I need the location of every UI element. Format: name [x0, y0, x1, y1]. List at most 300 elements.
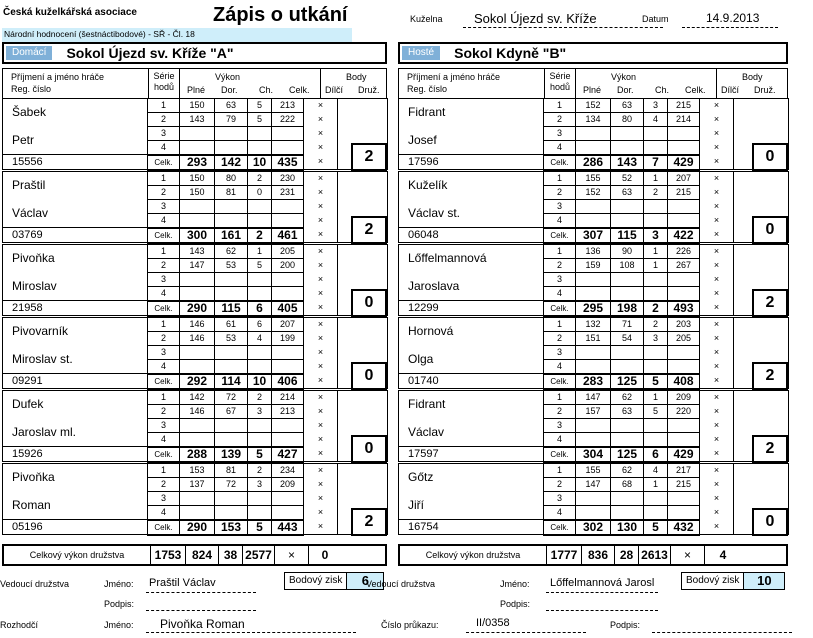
- home-series-cell: 2: [148, 332, 180, 346]
- home-dilci-x: ×: [304, 186, 338, 200]
- away-col-serie1: Série: [549, 71, 571, 81]
- away-dilci-x: ×: [700, 374, 734, 389]
- home-series-cell: 6: [248, 318, 272, 332]
- home-dilci-x: ×: [304, 464, 338, 478]
- home-player-surname: Dufek: [12, 397, 44, 412]
- home-col-dor: Dor.: [221, 85, 238, 95]
- org-name: Česká kuželkářská asociace: [3, 7, 137, 18]
- away-player-reg: 17596: [399, 155, 544, 170]
- away-series-cell: 5: [644, 405, 668, 419]
- away-bodovy-value: 10: [744, 573, 784, 589]
- home-dilci-x: ×: [304, 332, 338, 346]
- home-serie-num: 4: [148, 506, 180, 520]
- away-series-cell: 52: [611, 172, 644, 186]
- away-total-cell: 429: [668, 155, 700, 170]
- home-total-celk: 2577: [242, 546, 274, 564]
- away-dilci-x: ×: [700, 478, 734, 492]
- away-series-cell: 62: [611, 391, 644, 405]
- away-series-cell: 152: [576, 99, 611, 113]
- home-dilci-x: ×: [304, 200, 338, 214]
- away-dilci-x: ×: [700, 186, 734, 200]
- datum-label: Datum: [642, 14, 669, 24]
- home-series-cell: 222: [272, 113, 304, 127]
- away-dilci-x: ×: [700, 332, 734, 346]
- home-col-name: Příjmení a jméno hráče: [11, 72, 105, 82]
- home-dilci-x: ×: [304, 113, 338, 127]
- away-dilci-x: ×: [700, 447, 734, 462]
- away-series-cell: 147: [576, 478, 611, 492]
- away-druzstvo-points: 2: [752, 289, 788, 317]
- home-total-cell: 292: [180, 374, 215, 389]
- away-dilci-x: ×: [700, 391, 734, 405]
- away-series-cell: 2: [544, 478, 576, 492]
- away-series-cell: 54: [611, 332, 644, 346]
- home-player-reg: 03769: [3, 228, 148, 243]
- home-series-cell: 81: [215, 186, 248, 200]
- away-total-dor: 836: [581, 546, 614, 564]
- home-serie-num: 3: [148, 200, 180, 214]
- home-celk-label: Celk.: [148, 228, 180, 243]
- away-celk-label: Celk.: [544, 520, 576, 535]
- home-total-cell: 10: [248, 374, 272, 389]
- home-dilci-x: ×: [304, 301, 338, 316]
- home-player-surname: Praštil: [12, 178, 46, 193]
- away-series-cell: 1: [544, 318, 576, 332]
- away-celk-label: Celk.: [544, 374, 576, 389]
- away-total-cell: 408: [668, 374, 700, 389]
- away-dilci-x: ×: [700, 155, 734, 170]
- away-series-cell: 63: [611, 186, 644, 200]
- away-series-cell: 4: [644, 464, 668, 478]
- home-player-surname: Pivoňka: [12, 470, 55, 485]
- home-dilci-x: ×: [304, 478, 338, 492]
- away-col-serie2: hodů: [549, 82, 571, 92]
- home-total-cell: 5: [248, 520, 272, 535]
- away-series-cell: 1: [544, 391, 576, 405]
- home-total-cell: 5: [248, 447, 272, 462]
- away-series-cell: 4: [644, 113, 668, 127]
- away-vedouci-name: Lőffelmannová Jarosl: [550, 577, 655, 589]
- home-total-cell: 2: [248, 228, 272, 243]
- away-series-cell: 2: [544, 113, 576, 127]
- away-series-cell: 134: [576, 113, 611, 127]
- home-series-cell: 1: [248, 245, 272, 259]
- away-dilci-x: ×: [700, 360, 734, 374]
- away-player-firstname: Jiří: [408, 497, 424, 512]
- home-bodovy-label: Bodový zisk: [285, 573, 347, 589]
- away-player-reg: 17597: [399, 447, 544, 462]
- home-series-cell: 234: [272, 464, 304, 478]
- away-total-label: Celkový výkon družstva: [425, 550, 521, 560]
- home-dilci-x: ×: [304, 318, 338, 332]
- home-total-cell: 288: [180, 447, 215, 462]
- home-series-cell: 209: [272, 478, 304, 492]
- away-player-firstname: Václav st.: [408, 205, 461, 220]
- home-series-cell: 2: [148, 259, 180, 273]
- away-serie-num: 3: [544, 127, 576, 141]
- home-col-body-box: [320, 69, 387, 99]
- home-dilci-x: ×: [304, 287, 338, 301]
- away-series-cell: 1: [544, 245, 576, 259]
- away-label: Hosté: [402, 46, 440, 60]
- away-series-cell: 226: [668, 245, 700, 259]
- away-player-block: [398, 390, 789, 463]
- home-player-firstname: Miroslav st.: [12, 351, 73, 366]
- away-vedouci-label: Vedoucí družstva: [366, 579, 436, 589]
- away-dilci-x: ×: [700, 318, 734, 332]
- home-celk-label: Celk.: [148, 155, 180, 170]
- away-player-firstname: Olga: [408, 351, 434, 366]
- home-series-cell: 4: [248, 332, 272, 346]
- home-series-cell: 1: [148, 245, 180, 259]
- home-druzstvo-points: 0: [351, 362, 387, 390]
- home-dilci-x: ×: [304, 506, 338, 520]
- away-col-reg: Reg. číslo: [407, 84, 448, 94]
- away-dilci-x: ×: [700, 99, 734, 113]
- home-celk-label: Celk.: [148, 301, 180, 316]
- away-series-cell: 62: [611, 464, 644, 478]
- home-series-cell: 147: [180, 259, 215, 273]
- away-col-serie: [544, 69, 576, 99]
- home-vedouci-label: Vedoucí družstva: [0, 579, 70, 589]
- away-dilci-x: ×: [700, 346, 734, 360]
- away-player-block: [398, 98, 789, 171]
- away-series-cell: 267: [668, 259, 700, 273]
- home-dilci-x: ×: [304, 141, 338, 155]
- home-series-cell: 5: [248, 113, 272, 127]
- home-serie-num: 3: [148, 273, 180, 287]
- home-celk-label: Celk.: [148, 447, 180, 462]
- away-series-cell: 1: [544, 99, 576, 113]
- home-player-block: [2, 390, 388, 463]
- home-series-cell: 1: [148, 99, 180, 113]
- home-total-ch: 38: [218, 546, 242, 564]
- home-series-cell: 214: [272, 391, 304, 405]
- rozhodci-jmeno-label: Jméno:: [104, 620, 134, 630]
- home-series-cell: 150: [180, 186, 215, 200]
- home-total-cell: 161: [215, 228, 248, 243]
- home-series-cell: 1: [148, 391, 180, 405]
- away-series-cell: 1: [544, 172, 576, 186]
- home-dilci-x: ×: [304, 259, 338, 273]
- away-total-cell: 3: [644, 228, 668, 243]
- home-series-cell: 150: [180, 172, 215, 186]
- away-series-cell: 1: [644, 478, 668, 492]
- home-player-reg: 09291: [3, 374, 148, 389]
- home-celk-label: Celk.: [148, 374, 180, 389]
- away-dilci-x: ×: [700, 113, 734, 127]
- home-dilci-x: ×: [304, 155, 338, 170]
- away-player-reg: 06048: [399, 228, 544, 243]
- home-series-cell: 80: [215, 172, 248, 186]
- away-series-cell: 1: [644, 245, 668, 259]
- away-series-cell: 108: [611, 259, 644, 273]
- home-series-cell: 146: [180, 332, 215, 346]
- away-serie-num: 3: [544, 492, 576, 506]
- away-total-cell: 130: [611, 520, 644, 535]
- home-total-label: Celkový výkon družstva: [29, 550, 125, 560]
- away-player-surname: Lőffelmannová: [408, 251, 487, 266]
- away-series-cell: 214: [668, 113, 700, 127]
- home-column-header: [2, 68, 387, 98]
- home-player-reg: 05196: [3, 520, 148, 535]
- away-series-cell: 71: [611, 318, 644, 332]
- away-series-cell: 136: [576, 245, 611, 259]
- away-series-cell: 157: [576, 405, 611, 419]
- home-col-reg: Reg. číslo: [11, 84, 52, 94]
- home-team-name: Sokol Újezd sv. Kříže "A": [66, 45, 234, 61]
- away-series-cell: 207: [668, 172, 700, 186]
- away-series-cell: 215: [668, 186, 700, 200]
- home-total-cell: 153: [215, 520, 248, 535]
- away-total-cell: 115: [611, 228, 644, 243]
- home-total-cell: 461: [272, 228, 304, 243]
- home-total-cell: 427: [272, 447, 304, 462]
- prukaz-value: II/0358: [476, 617, 510, 629]
- away-druzstvo-points: 0: [752, 143, 788, 171]
- away-col-ch: Ch.: [655, 85, 670, 95]
- away-total-cell: 432: [668, 520, 700, 535]
- home-druzstvo-points: 2: [351, 508, 387, 536]
- away-total-cell: 283: [576, 374, 611, 389]
- home-total-cell: 290: [180, 520, 215, 535]
- home-total-cell: 443: [272, 520, 304, 535]
- home-label: Domácí: [6, 46, 52, 60]
- home-col-body: Body: [346, 72, 367, 82]
- away-dilci-x: ×: [700, 405, 734, 419]
- home-dilci-x: ×: [304, 447, 338, 462]
- away-dilci-x: ×: [700, 419, 734, 433]
- home-total-cell: 293: [180, 155, 215, 170]
- home-total-cell: 139: [215, 447, 248, 462]
- home-player-block: [2, 317, 388, 390]
- home-series-cell: 150: [180, 99, 215, 113]
- away-player-surname: Kuželík: [408, 178, 448, 193]
- home-total-cell: 406: [272, 374, 304, 389]
- away-dilci-x: ×: [700, 464, 734, 478]
- away-total-cell: 2: [644, 301, 668, 316]
- away-team-name: Sokol Kdyně "B": [454, 45, 567, 61]
- home-series-cell: 205: [272, 245, 304, 259]
- away-series-cell: 155: [576, 464, 611, 478]
- home-celk-label: Celk.: [148, 520, 180, 535]
- home-player-firstname: Jaroslav ml.: [12, 424, 77, 439]
- home-player-block: [2, 171, 388, 244]
- home-col-ch: Ch.: [259, 85, 274, 95]
- away-dilci-x: ×: [700, 127, 734, 141]
- away-series-cell: 209: [668, 391, 700, 405]
- away-series-cell: 2: [644, 186, 668, 200]
- away-player-reg: 01740: [399, 374, 544, 389]
- away-serie-num: 4: [544, 360, 576, 374]
- away-bodovy-zisk: [681, 572, 785, 590]
- home-dilci-x: ×: [304, 520, 338, 535]
- home-total-cell: 290: [180, 301, 215, 316]
- away-serie-num: 3: [544, 419, 576, 433]
- home-dilci-x: ×: [304, 360, 338, 374]
- away-team-bar: [398, 42, 788, 64]
- away-celk-label: Celk.: [544, 155, 576, 170]
- away-series-cell: 147: [576, 391, 611, 405]
- home-series-cell: 3: [248, 405, 272, 419]
- away-series-cell: 220: [668, 405, 700, 419]
- page-title: Zápis o utkání: [213, 4, 348, 26]
- rozhodci-name: Pivoňka Roman: [160, 617, 245, 631]
- home-vedouci-name: Praštil Václav: [149, 577, 216, 589]
- home-series-cell: 142: [180, 391, 215, 405]
- home-series-cell: 146: [180, 318, 215, 332]
- away-druzstvo-points: 0: [752, 508, 788, 536]
- away-total-cell: 493: [668, 301, 700, 316]
- away-total-plne: 1777: [546, 546, 581, 564]
- home-total-x: ×: [274, 546, 308, 564]
- home-total-dor: 824: [185, 546, 218, 564]
- home-druzstvo-points: 0: [351, 289, 387, 317]
- away-series-cell: 203: [668, 318, 700, 332]
- away-dilci-x: ×: [700, 259, 734, 273]
- away-player-surname: Fidrant: [408, 397, 446, 412]
- home-total-cell: 142: [215, 155, 248, 170]
- home-col-serie: [148, 69, 180, 99]
- prukaz-label: Číslo průkazu:: [381, 620, 439, 630]
- away-dilci-x: ×: [700, 492, 734, 506]
- away-col-body: Body: [742, 72, 763, 82]
- home-team-bar: [2, 42, 387, 64]
- away-total-cell: 143: [611, 155, 644, 170]
- home-druzstvo-points: 2: [351, 143, 387, 171]
- away-total-druz: 4: [704, 546, 741, 564]
- away-series-cell: 132: [576, 318, 611, 332]
- home-dilci-x: ×: [304, 172, 338, 186]
- away-col-body-box: [716, 69, 788, 99]
- home-series-cell: 207: [272, 318, 304, 332]
- home-series-cell: 53: [215, 332, 248, 346]
- home-series-cell: 2: [248, 391, 272, 405]
- home-player-reg: 15556: [3, 155, 148, 170]
- away-dilci-x: ×: [700, 301, 734, 316]
- home-series-cell: 230: [272, 172, 304, 186]
- away-druzstvo-points: 0: [752, 216, 788, 244]
- home-series-cell: 1: [148, 318, 180, 332]
- away-total-cell: 5: [644, 520, 668, 535]
- home-col-vykon: Výkon: [215, 72, 241, 82]
- kuzelna-label: Kuželna: [410, 14, 443, 24]
- home-series-cell: 143: [180, 113, 215, 127]
- away-jmeno-label: Jméno:: [500, 579, 530, 589]
- away-total-cell: 7: [644, 155, 668, 170]
- home-dilci-x: ×: [304, 391, 338, 405]
- home-total-cell: 435: [272, 155, 304, 170]
- home-series-cell: 143: [180, 245, 215, 259]
- home-dilci-x: ×: [304, 492, 338, 506]
- home-player-firstname: Roman: [12, 497, 51, 512]
- away-podpis-label: Podpis:: [500, 599, 531, 609]
- away-player-surname: Gőtz: [408, 470, 434, 485]
- home-podpis-label: Podpis:: [104, 599, 135, 609]
- away-druzstvo-points: 2: [752, 362, 788, 390]
- away-series-cell: 155: [576, 172, 611, 186]
- home-series-cell: 200: [272, 259, 304, 273]
- away-dilci-x: ×: [700, 287, 734, 301]
- away-series-cell: 90: [611, 245, 644, 259]
- away-dilci-x: ×: [700, 141, 734, 155]
- away-col-vykon: Výkon: [611, 72, 637, 82]
- away-dilci-x: ×: [700, 506, 734, 520]
- home-series-cell: 231: [272, 186, 304, 200]
- away-series-cell: 205: [668, 332, 700, 346]
- away-series-cell: 3: [644, 332, 668, 346]
- away-total-bar: [398, 544, 788, 566]
- home-series-cell: 2: [248, 464, 272, 478]
- home-serie-num: 4: [148, 214, 180, 228]
- away-dilci-x: ×: [700, 228, 734, 243]
- away-dilci-x: ×: [700, 200, 734, 214]
- away-total-celk: 2613: [638, 546, 670, 564]
- away-series-cell: 68: [611, 478, 644, 492]
- away-series-cell: 2: [544, 332, 576, 346]
- home-player-reg: 15926: [3, 447, 148, 462]
- away-serie-num: 3: [544, 200, 576, 214]
- away-celk-label: Celk.: [544, 447, 576, 462]
- away-total-cell: 295: [576, 301, 611, 316]
- away-total-cell: 304: [576, 447, 611, 462]
- away-series-cell: 1: [644, 391, 668, 405]
- home-series-cell: 1: [148, 172, 180, 186]
- away-col-dor: Dor.: [617, 85, 634, 95]
- home-serie-num: 3: [148, 419, 180, 433]
- away-total-cell: 198: [611, 301, 644, 316]
- home-total-plne: 1753: [150, 546, 185, 564]
- away-dilci-x: ×: [700, 214, 734, 228]
- home-col-druz: Druž.: [358, 85, 380, 95]
- home-dilci-x: ×: [304, 273, 338, 287]
- home-series-cell: 146: [180, 405, 215, 419]
- away-total-ch: 28: [614, 546, 638, 564]
- home-series-cell: 153: [180, 464, 215, 478]
- home-dilci-x: ×: [304, 405, 338, 419]
- home-player-firstname: Václav: [12, 205, 49, 220]
- away-total-cell: 125: [611, 447, 644, 462]
- home-player-surname: Šabek: [12, 105, 47, 120]
- away-column-header: [398, 68, 788, 98]
- home-total-cell: 6: [248, 301, 272, 316]
- competition-label: Národní hodnocení (šestnáctibodové) - SŘ - Čl. 18: [2, 28, 352, 42]
- home-dilci-x: ×: [304, 374, 338, 389]
- away-serie-num: 4: [544, 433, 576, 447]
- rozhodci-label: Rozhodčí: [0, 620, 39, 630]
- away-player-block: [398, 171, 789, 244]
- home-serie-num: 3: [148, 346, 180, 360]
- home-total-bar: [2, 544, 387, 566]
- away-series-cell: 1: [644, 259, 668, 273]
- home-series-cell: 2: [148, 478, 180, 492]
- away-serie-num: 4: [544, 287, 576, 301]
- away-dilci-x: ×: [700, 273, 734, 287]
- home-dilci-x: ×: [304, 127, 338, 141]
- home-series-cell: 72: [215, 391, 248, 405]
- away-dilci-x: ×: [700, 172, 734, 186]
- home-dilci-x: ×: [304, 99, 338, 113]
- home-player-surname: Pivoňka: [12, 251, 55, 266]
- away-total-x: ×: [670, 546, 704, 564]
- home-player-firstname: Petr: [12, 132, 35, 147]
- away-series-cell: 63: [611, 99, 644, 113]
- away-dilci-x: ×: [700, 433, 734, 447]
- away-player-block: [398, 244, 789, 317]
- home-serie-num: 4: [148, 433, 180, 447]
- away-series-cell: 63: [611, 405, 644, 419]
- home-total-cell: 300: [180, 228, 215, 243]
